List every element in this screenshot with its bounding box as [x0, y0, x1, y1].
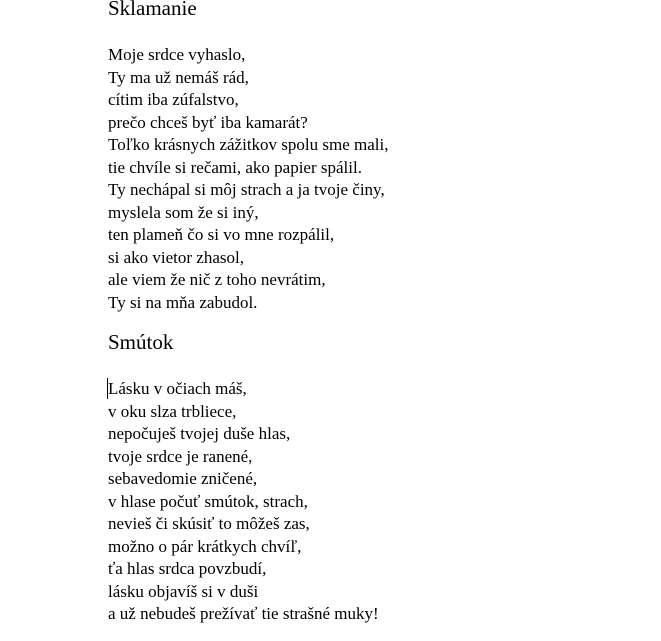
poem-line: prečo chceš byť iba kamarát? [108, 112, 308, 132]
poem-line: Ty nechápal si môj strach a ja tvoje činy, [108, 180, 385, 199]
poem-stanza [108, 44, 389, 314]
poem-line: nepočuješ tvojej duše hlas, [108, 424, 291, 443]
poem-line: Ty si na mňa zabudol. [108, 292, 258, 312]
poem-line: cítim iba zúfalstvo, [108, 90, 239, 109]
poem-line: v hlase počuť smútok, strach, [108, 491, 308, 511]
poem-title: Smútok [108, 330, 174, 354]
poem-line: ale viem že nič z toho nevrátim, [108, 270, 326, 289]
poem-line: tvoje srdce je ranené, [108, 446, 253, 466]
poem-line: ťa hlas srdca povzbudí, [108, 559, 267, 578]
poem-line: lásku objavíš si v duši [108, 581, 259, 601]
poem-title: Sklamanie [108, 0, 197, 20]
poem-line: v oku slza trbliece, [108, 401, 237, 421]
poem-line: Ty ma už nemáš rád, [108, 67, 249, 87]
poem-line: Lásku v očiach máš, [108, 379, 247, 398]
poem-smutok [108, 329, 379, 626]
text-cursor [107, 378, 108, 399]
poem-sklamanie [108, 0, 389, 314]
poem-line: Moje srdce vyhaslo, [108, 45, 246, 64]
poem-line: nevieš či skúsiť to môžeš zas, [108, 514, 310, 533]
poem-stanza [108, 378, 379, 626]
poem-line: si ako vietor zhasol, [108, 247, 244, 267]
poem-line: Toľko krásnych zážitkov spolu sme mali, [108, 135, 389, 154]
poem-line: možno o pár krátkych chvíľ, [108, 536, 302, 556]
poem-line: ten plameň čo si vo mne rozpálil, [108, 225, 335, 244]
poem-line: sebavedomie zničené, [108, 469, 258, 488]
poem-line: tie chvíle si rečami, ako papier spálil. [108, 157, 362, 177]
poem-line: a už nebudeš prežívať tie strašné muky! [108, 604, 379, 623]
poem-line: myslela som že si iný, [108, 202, 259, 222]
